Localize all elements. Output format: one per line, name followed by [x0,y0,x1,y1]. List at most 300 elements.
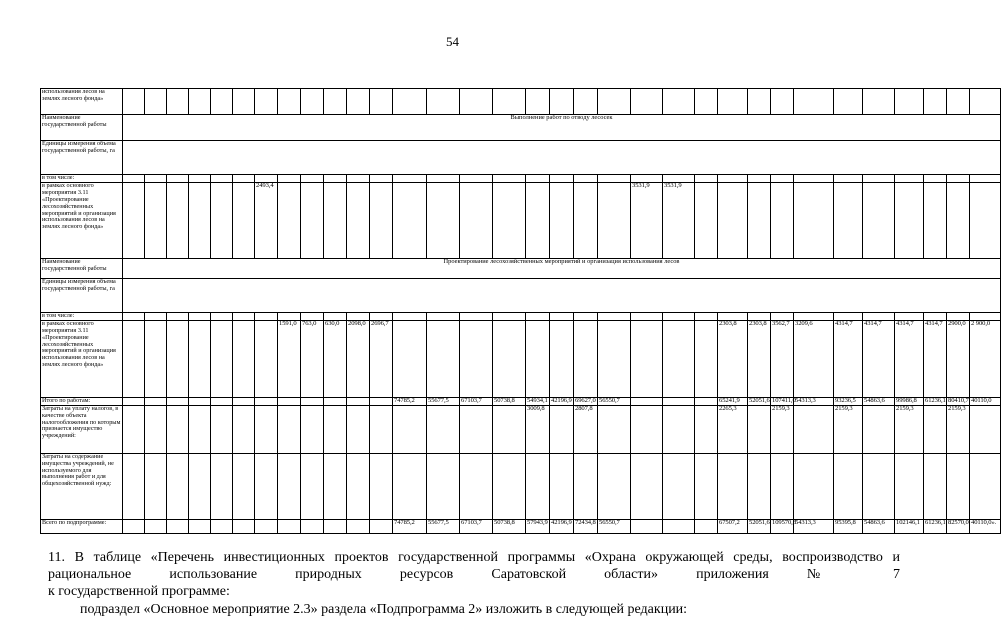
table-cell [550,182,574,258]
table-cell [970,453,1001,519]
table-cell: 40110,0 [970,397,1001,405]
table-cell [526,182,550,258]
table-cell [550,175,574,183]
table-cell [695,312,718,320]
table-cell: 630,0 [324,320,347,397]
table-cell [347,453,370,519]
table-cell: 74785,2 [393,397,427,405]
table-cell [370,182,393,258]
row-label: в рамках основного мероприятия 3.11 «Проектирование лесохозяйственных мероприятий и организация использования лесов на землях лесного фонда» [41,320,123,397]
table-cell [863,405,895,453]
row-label: в том числе: [41,312,123,320]
work-name-cell: Выполнение работ по отводу лесосек [123,115,1001,141]
table-cell: 2303,8 [748,320,771,397]
table-cell [863,175,895,183]
row-label: Итого по работам: [41,397,123,405]
table-cell [663,405,695,453]
table-cell [695,320,718,397]
table-cell [550,312,574,320]
table-cell [863,453,895,519]
table-cell [970,175,1001,183]
table-cell [189,397,211,405]
table-cell: 2159,3 [771,405,794,453]
table-cell [393,182,427,258]
table-cell [550,405,574,453]
table-cell [278,182,301,258]
table-cell: 52051,6 [748,519,771,533]
table-cell [347,89,370,115]
table-cell [493,405,526,453]
table-cell [167,175,189,183]
table-cell [794,182,834,258]
table-cell [393,453,427,519]
table-cell [167,312,189,320]
table-cell [924,175,947,183]
table-cell [301,89,324,115]
table-cell [460,453,493,519]
table-cell [255,453,278,519]
table-cell [574,175,598,183]
table-cell: 54863,6 [863,397,895,405]
table-row [41,453,1001,519]
work-name-cell: Проектирование лесохозяйственных мероприятий и организация использования лесов [123,258,1001,278]
table-cell [347,397,370,405]
table-cell [718,175,748,183]
table-cell: 80410,7 [948,396,969,404]
table-cell [233,405,255,453]
table-cell [924,405,947,453]
table-cell [167,519,189,533]
table-cell [427,182,460,258]
table-cell [370,397,393,405]
table-cell [598,405,631,453]
table-cell [145,405,167,453]
table-cell [278,397,301,405]
table-cell: 3209,6 [794,320,834,397]
table-cell [863,89,895,115]
table-cell [834,182,863,258]
table-cell [123,519,145,533]
table-cell [526,453,550,519]
table-cell [145,397,167,405]
row-label: в рамках основного мероприятия 3.11 «Проектирование лесохозяйственных мероприятий и организация использования лесов на землях лесного фонда» [41,182,123,258]
table-cell: 2159,3 [947,405,970,453]
table-row [41,312,1001,320]
table-cell: 42196,9 [550,519,574,533]
table-cell [211,89,233,115]
table-cell: 61236,1 [924,519,947,533]
table-cell: 50738,8 [493,397,526,405]
table-cell [189,89,211,115]
table-cell: 2098,0 [347,320,370,397]
table-cell [631,405,663,453]
table-cell [947,453,970,519]
table-cell [167,320,189,397]
table-row [41,405,1001,453]
table-cell [167,453,189,519]
table-cell [718,453,748,519]
table-cell: 52051,6 [749,396,770,404]
table-cell [695,397,718,405]
table-cell [550,320,574,397]
table-cell [924,89,947,115]
table-cell [255,519,278,533]
paragraph-subsection: подраздел «Основное мероприятие 2.3» раздела «Подпрограмма 2» изложить в следующей редакции: [80,602,688,617]
table-cell [370,405,393,453]
table-cell [863,182,895,258]
table-cell [493,182,526,258]
table-cell [631,397,663,405]
table-cell [233,519,255,533]
table-cell [347,405,370,453]
table-cell [550,453,574,519]
table-cell: 763,0 [301,320,324,397]
table-cell [427,453,460,519]
table-cell: 72434,8 [574,519,598,533]
table-cell: 93236,5 [834,397,863,405]
table-cell [301,175,324,183]
table-cell: 54313,3 [794,397,834,405]
table-cell [347,519,370,533]
table-cell [631,453,663,519]
table-cell [233,89,255,115]
table-cell [771,453,794,519]
table-cell [970,405,1001,453]
table-cell: 2265,3 [718,405,748,453]
table-cell: 65241,9 [718,397,748,405]
table-cell [145,320,167,397]
table-cell: 3531,9 [663,182,695,258]
table-cell [526,312,550,320]
table-cell [347,182,370,258]
table-row [41,115,1001,141]
table-cell [895,175,924,183]
table-cell [123,182,145,258]
table-cell: 2303,8 [718,320,748,397]
table-cell [370,175,393,183]
table-cell [771,175,794,183]
table-cell [574,89,598,115]
work-name-cell [123,278,1001,312]
table-cell: 67103,7 [460,519,493,533]
table-cell [771,89,794,115]
table-row [41,519,1001,533]
table-cell: 40110,0». [970,519,1001,533]
table-cell [493,89,526,115]
table-cell [460,89,493,115]
table-cell [370,519,393,533]
table-cell: 4314,7 [895,320,924,397]
table-cell [695,175,718,183]
table-cell: 4314,7 [863,320,895,397]
table-cell [145,453,167,519]
table-cell [324,397,347,405]
table-cell [393,405,427,453]
table-cell [663,312,695,320]
table-cell [255,320,278,397]
row-label: Наименование государственной работы [41,115,123,141]
table-cell [233,182,255,258]
table-cell: 55677,5 [427,519,460,533]
table-cell: 50738,8 [493,519,526,533]
table-cell: 95395,8 [834,519,863,533]
table-cell [393,89,427,115]
row-label: использования лесов на землях лесного фонда» [41,89,123,115]
table-cell [663,519,695,533]
table-cell [145,182,167,258]
table-row [41,278,1001,312]
budget-table [40,88,1001,534]
table-cell [324,519,347,533]
table-cell [748,175,771,183]
table-cell [189,175,211,183]
table-cell [211,312,233,320]
table-cell [211,405,233,453]
table-cell [301,453,324,519]
table-cell: 99986,8 [895,397,924,405]
row-label: Затраты на уплату налогов, в качестве объекта налогообложения по которым признается имущество учреждений: [41,405,123,453]
table-cell: 2493,4 [255,182,278,258]
table-cell [189,453,211,519]
table-cell [123,397,145,405]
table-cell [347,175,370,183]
table-cell: 2807,8 [574,405,598,453]
table-row [41,320,1001,397]
table-cell [574,453,598,519]
row-label: Затраты на содержание имущества учреждений, не используемого для выполнения работ и для общехозяйственной нужд: [41,453,123,519]
table-cell [574,312,598,320]
table-cell: 54863,6 [863,519,895,533]
table-cell: 54934,1 [527,396,548,404]
page-number: 54 [446,34,459,49]
table-cell [970,89,1001,115]
table-cell [427,312,460,320]
table-cell [748,405,771,453]
table-cell: 74785,2 [393,519,427,533]
table-cell [526,89,550,115]
table-cell [324,89,347,115]
table-cell: 1591,0 [278,320,301,397]
table-cell [924,453,947,519]
table-cell: 107411,0 [772,396,796,404]
table-cell [393,320,427,397]
table-cell [255,405,278,453]
table-cell [211,519,233,533]
table-cell [145,312,167,320]
table-cell [123,320,145,397]
table-cell: 56550,7 [598,519,631,533]
table-cell [427,405,460,453]
table-cell [493,175,526,183]
table-cell: 4314,7 [924,320,947,397]
table-cell: 2159,3 [895,405,924,453]
table-cell [718,89,748,115]
table-cell [233,397,255,405]
table-cell: 2 900,0 [970,320,1001,397]
table-cell [167,89,189,115]
table-cell [771,182,794,258]
paragraph-item-11-cont: к государственной программе: [48,584,230,599]
table-cell [460,182,493,258]
table-cell: 69627,0 [575,396,596,404]
row-label: Наименование государственной работы [41,258,123,278]
table-cell [324,453,347,519]
table-cell [947,182,970,258]
table-cell: 3009,8 [526,405,550,453]
table-cell: 56550,7 [598,397,631,405]
table-cell [301,182,324,258]
table-cell [189,405,211,453]
table-cell [598,175,631,183]
table-cell [301,405,324,453]
table-cell [631,320,663,397]
table-cell [211,397,233,405]
table-cell [794,405,834,453]
table-cell [663,320,695,397]
table-cell [145,519,167,533]
table-cell [255,312,278,320]
table-cell [427,320,460,397]
table-cell [370,453,393,519]
table-cell [123,312,145,320]
table-cell [427,89,460,115]
table-cell [598,320,631,397]
table-cell [324,182,347,258]
table-cell [145,175,167,183]
table-cell [123,89,145,115]
table-cell [598,89,631,115]
table-cell: 3531,9 [631,182,663,258]
table-cell [493,453,526,519]
table-cell [189,320,211,397]
table-cell [526,320,550,397]
table-cell [748,89,771,115]
table-cell [167,182,189,258]
table-cell [947,89,970,115]
row-label: Всего по подпрограмме: [41,519,123,533]
table-cell [695,89,718,115]
table-cell [393,312,427,320]
table-cell: 54313,3 [794,519,834,533]
table-cell: 102146,1 [895,519,924,533]
paragraph-item-11: 11. В таблице «Перечень инвестиционных проектов государственной программы «Охрана окружающей среды, воспроизводство и рациональное использование природных ресурсов Саратовской области» приложения № 7 [48,550,900,582]
table-cell [895,453,924,519]
table-cell [460,175,493,183]
table-cell: 55677,5 [427,397,460,405]
table-row [41,258,1001,278]
table-cell [794,89,834,115]
table-cell [278,175,301,183]
table-cell [123,453,145,519]
table-cell [278,405,301,453]
table-cell [301,397,324,405]
table-cell [695,519,718,533]
table-cell: 67103,7 [460,397,493,405]
table-cell [794,453,834,519]
table-cell: 67507,2 [718,519,748,533]
table-cell [233,320,255,397]
table-cell [748,453,771,519]
table-cell [393,175,427,183]
table-cell [255,89,278,115]
table-cell [718,182,748,258]
table-cell [834,89,863,115]
table-row [41,175,1001,183]
table-cell [663,89,695,115]
table-cell [167,405,189,453]
table-cell [794,175,834,183]
table-cell [255,397,278,405]
table-cell [460,320,493,397]
table-cell [189,519,211,533]
table-cell [947,175,970,183]
table-cell [211,182,233,258]
table-row [41,141,1001,175]
table-cell [598,182,631,258]
table-cell: 82570,0 [947,519,970,533]
table-cell [550,89,574,115]
table-cell [370,89,393,115]
table-cell [211,320,233,397]
table-cell [834,175,863,183]
table-row [41,182,1001,258]
table-cell [663,397,695,405]
table-cell [460,312,493,320]
table-cell [211,453,233,519]
table-cell [233,312,255,320]
table-cell [189,182,211,258]
table-cell [145,89,167,115]
table-cell [278,89,301,115]
table-cell [895,182,924,258]
table-cell [301,519,324,533]
table-cell: 2159,3 [834,405,863,453]
table-cell [598,453,631,519]
table-cell [427,175,460,183]
table-cell [631,312,663,320]
table-cell [123,405,145,453]
table-cell: 4314,7 [834,320,863,397]
table-cell [233,453,255,519]
table-cell [695,405,718,453]
table-cell [748,182,771,258]
table-cell: 3562,7 [771,320,794,397]
table-cell [924,182,947,258]
table-cell [278,453,301,519]
table-cell [123,175,145,183]
table-cell [970,182,1001,258]
table-cell [834,453,863,519]
table-cell [189,312,211,320]
table-cell [574,182,598,258]
row-label: Единицы измерения объема государственной работы, га [41,141,123,175]
table-row [41,397,1001,405]
table-cell [211,175,233,183]
table-cell [631,89,663,115]
table-cell: 57943,9 [526,519,550,533]
table-cell [324,175,347,183]
table-row [41,89,1001,115]
table-cell: 2696,7 [370,320,393,397]
table-cell [695,182,718,258]
work-name-cell [123,141,1001,175]
table-cell [574,320,598,397]
table-cell [695,453,718,519]
table-cell: 42196,9 [551,396,572,404]
table-cell [631,519,663,533]
table-cell [493,312,526,320]
table-cell [167,397,189,405]
